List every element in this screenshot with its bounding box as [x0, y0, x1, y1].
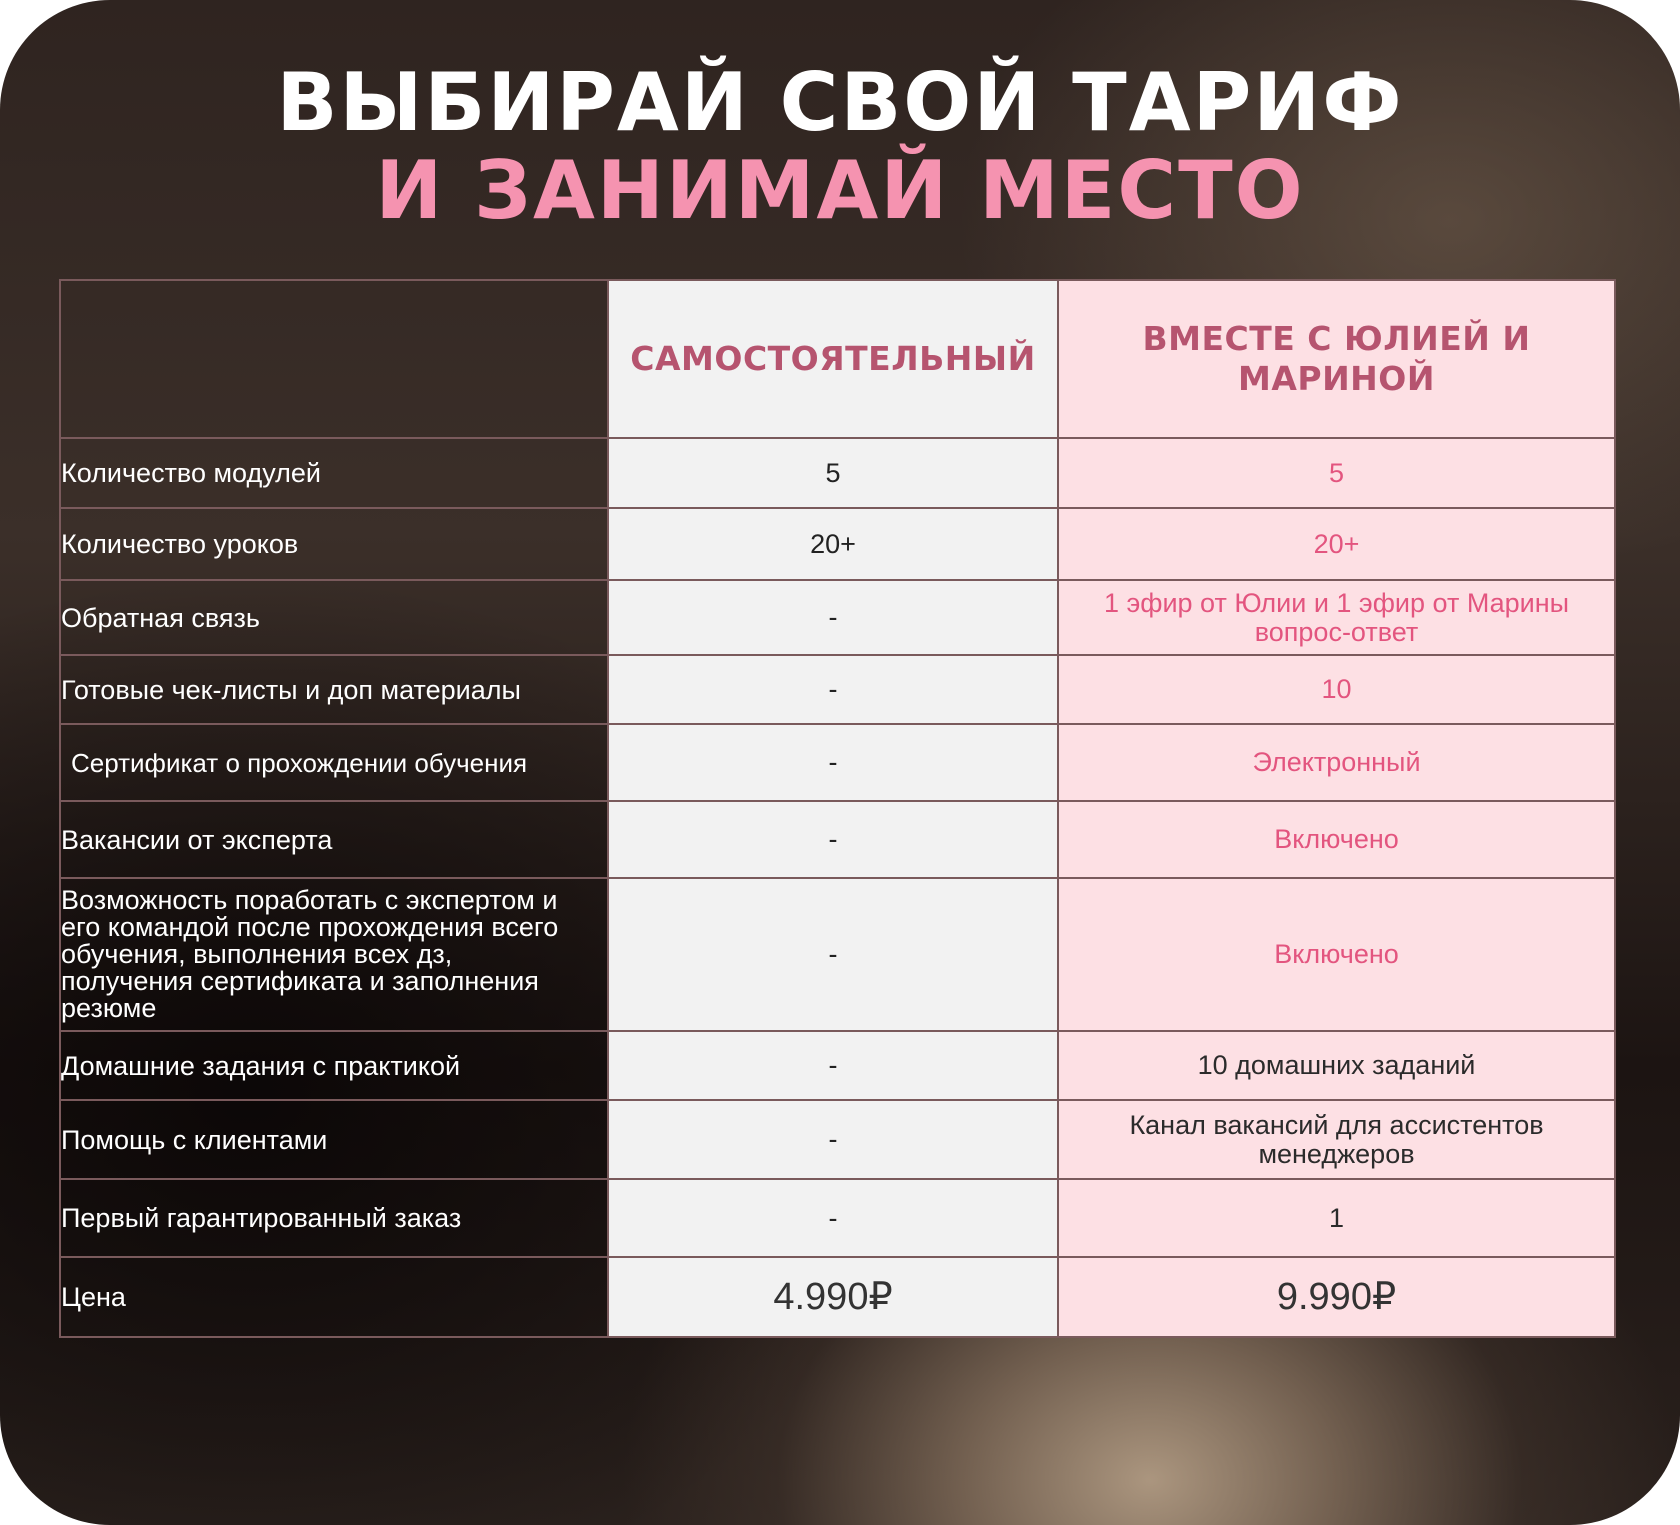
table-row [60, 1031, 1615, 1100]
self-value: - [608, 1179, 1058, 1257]
self-value: - [608, 724, 1058, 801]
table-row [60, 878, 1615, 1031]
table-row [60, 724, 1615, 801]
together-value: Канал вакансий для ассистентов менеджеров [1058, 1100, 1615, 1179]
self-value: - [608, 1031, 1058, 1100]
row-label: Количество уроков [60, 508, 608, 580]
together-value: Электронный [1058, 724, 1615, 801]
together-value: Включено [1058, 878, 1615, 1031]
row-label: Домашние задания с практикой [60, 1031, 608, 1100]
price-label: Цена [60, 1257, 608, 1337]
self-value: 20+ [608, 508, 1058, 580]
together-value: 5 [1058, 438, 1615, 508]
table-header-row [60, 280, 1615, 438]
self-value: - [608, 655, 1058, 724]
row-label: Вакансии от эксперта [60, 801, 608, 878]
row-label: Помощь с клиентами [60, 1100, 608, 1179]
together-value: 10 [1058, 655, 1615, 724]
together-value: 20+ [1058, 508, 1615, 580]
self-value: - [608, 1100, 1058, 1179]
row-label: Сертификат о прохождении обучения [60, 724, 608, 801]
header-empty-cell [60, 280, 608, 438]
row-label: Возможность поработать с экспертом и его командой после прохождения всего обучения, выполнения всех дз, получения сертификата и заполнения резюме [60, 878, 608, 1031]
price-together: 9.990₽ [1058, 1257, 1615, 1337]
price-self: 4.990₽ [608, 1257, 1058, 1337]
table-row [60, 438, 1615, 508]
table-row [60, 655, 1615, 724]
table-row [60, 508, 1615, 580]
row-label: Обратная связь [60, 580, 608, 655]
self-value: - [608, 801, 1058, 878]
together-value: 1 [1058, 1179, 1615, 1257]
table-row [60, 580, 1615, 655]
self-value: - [608, 580, 1058, 655]
plan-together-header: ВМЕСТЕ С ЮЛИЕЙ И МАРИНОЙ [1058, 280, 1615, 438]
table-row [60, 1100, 1615, 1179]
table-row [60, 801, 1615, 878]
row-label: Количество модулей [60, 438, 608, 508]
plan-self-header: САМОСТОЯТЕЛЬНЫЙ [608, 280, 1058, 438]
self-value: 5 [608, 438, 1058, 508]
row-label: Первый гарантированный заказ [60, 1179, 608, 1257]
pricing-table [59, 279, 1616, 1338]
row-label: Готовые чек-листы и доп материалы [60, 655, 608, 724]
together-value: Включено [1058, 801, 1615, 878]
together-value: 1 эфир от Юлии и 1 эфир от Марины вопрос-ответ [1058, 580, 1615, 655]
self-value: - [608, 878, 1058, 1031]
price-row [60, 1257, 1615, 1337]
together-value: 10 домашних заданий [1058, 1031, 1615, 1100]
headline-line-1: ВЫБИРАЙ СВОЙ ТАРИФ [276, 56, 1404, 149]
table-row [60, 1179, 1615, 1257]
headline-line-2: И ЗАНИМАЙ МЕСТО [375, 144, 1305, 237]
